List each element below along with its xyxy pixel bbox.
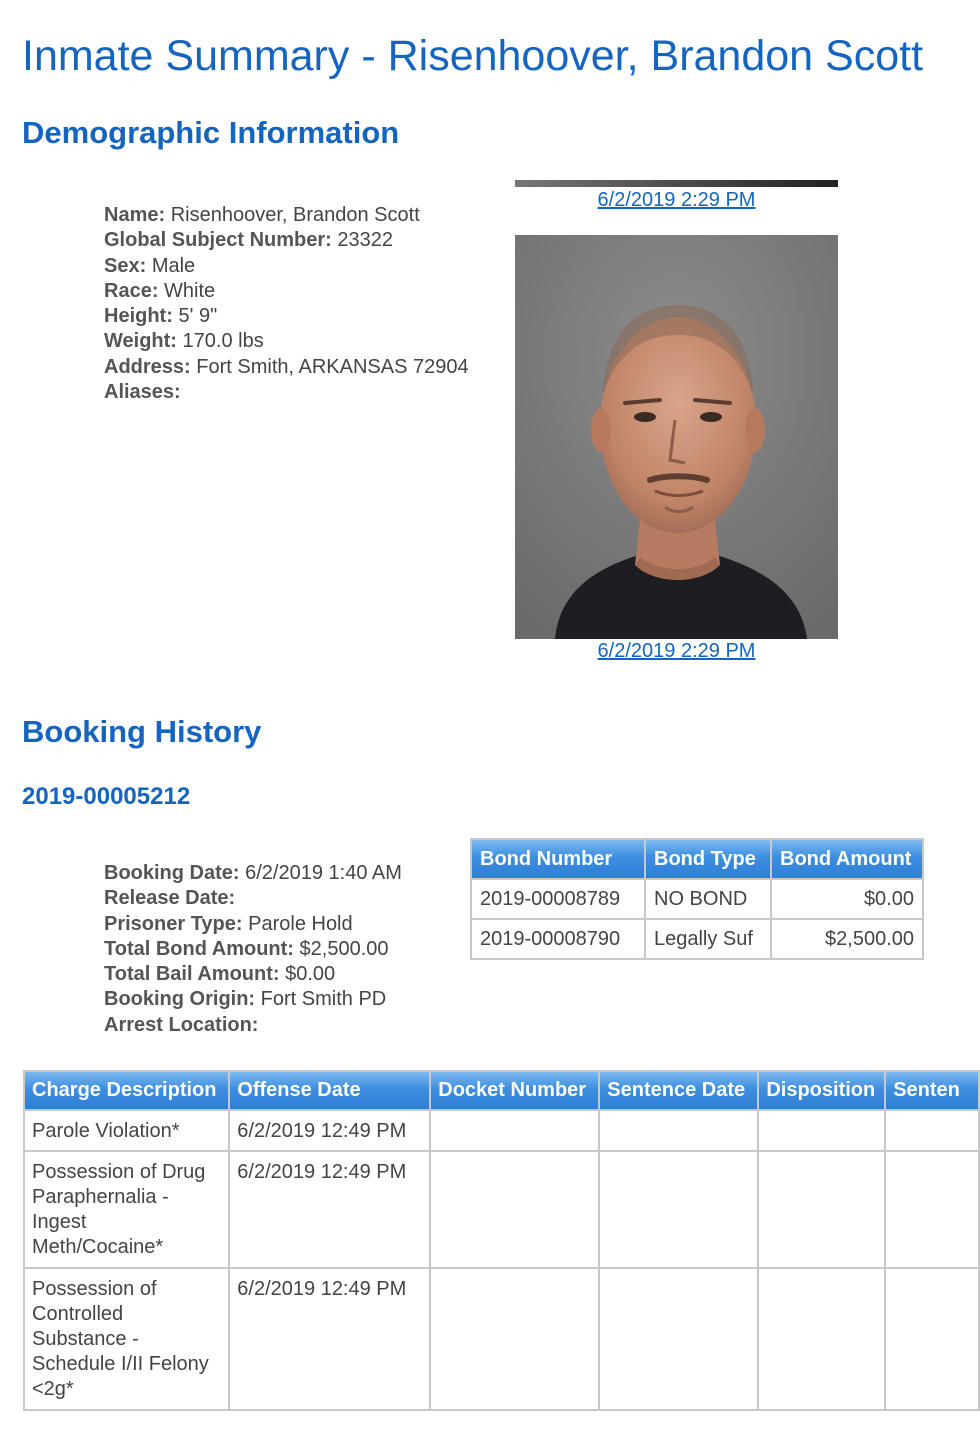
mugshot-photo[interactable] [515,235,838,639]
sentence-date-cell [599,1151,758,1268]
race-row: Race: White [104,279,216,302]
disposition-header[interactable]: Disposition [758,1071,885,1110]
table-row [24,1151,979,1268]
global-subject-number-row: Global Subject Number: 23322 [104,229,393,252]
photo-date-link-bottom[interactable]: 6/2/2019 2:29 PM [597,640,756,662]
bond-number-cell: 2019-00008789 [471,879,645,919]
booking-date-row: Booking Date: 6/2/2019 1:40 AM [104,862,402,884]
charges-table-header [24,1071,979,1110]
sex-row: Sex: Male [104,254,196,277]
offense-date-header[interactable]: Offense Date [229,1071,430,1110]
total-bail-amount-row: Total Bail Amount: $0.00 [104,963,336,986]
docket-number-header[interactable]: Docket Number [430,1071,599,1110]
table-row [24,1110,979,1151]
photo-strip [515,180,838,187]
charge-description-header[interactable]: Charge Description [24,1071,229,1110]
bond-amount-cell: $2,500.00 [771,919,923,959]
table-row [471,919,923,959]
bond-table [470,838,924,960]
booking-origin-row: Booking Origin: Fort Smith PD [104,988,387,1011]
aliases-row: Aliases: [104,381,181,404]
name-row: Name: Risenhoover, Brandon Scott [104,204,420,226]
docket-number-cell [430,1110,599,1151]
sentence-date-header[interactable]: Sentence Date [599,1071,758,1110]
charge-description-cell: Parole Violation* [24,1110,229,1151]
disposition-cell [758,1151,885,1268]
disposition-cell [758,1110,885,1151]
table-row [471,879,923,919]
booking-fields [104,861,402,1038]
total-bond-amount-row: Total Bond Amount: $2,500.00 [104,937,389,960]
page-title: Inmate Summary - Risenhoover, Brandon Scott [22,32,924,80]
height-row: Height: 5' 9" [104,305,218,328]
sentence-cell [885,1110,979,1151]
charge-description-cell: Possession of Drug Paraphernalia - Ingest Meth/Cocaine* [24,1151,229,1268]
demographic-fields [104,203,469,405]
booking-history-heading: Booking History [22,714,262,749]
weight-row: Weight: 170.0 lbs [104,330,264,353]
bond-number-cell: 2019-00008790 [471,919,645,959]
charge-description-cell: Possession of Controlled Substance - Schedule I/II Felony <2g* [24,1268,229,1410]
offense-date-cell: 6/2/2019 12:49 PM [229,1151,430,1268]
docket-number-cell [430,1151,599,1268]
sentence-cell [885,1268,979,1410]
table-row [24,1268,979,1410]
sentence-date-cell [599,1268,758,1410]
bond-type-cell: Legally Suf [645,919,771,959]
offense-date-cell: 6/2/2019 12:49 PM [229,1268,430,1410]
disposition-cell [758,1268,885,1410]
offense-date-cell: 6/2/2019 12:49 PM [229,1110,430,1151]
bond-amount-header[interactable]: Bond Amount [771,839,923,879]
prisoner-type-row: Prisoner Type: Parole Hold [104,912,353,935]
release-date-row: Release Date: [104,887,236,910]
charges-table [23,1070,980,1411]
address-row: Address: Fort Smith, ARKANSAS 72904 [104,355,469,378]
photo-date-link-top[interactable]: 6/2/2019 2:29 PM [597,189,756,211]
docket-number-cell [430,1268,599,1410]
demographic-heading: Demographic Information [22,115,400,150]
bond-type-cell: NO BOND [645,879,771,919]
sentence-cell [885,1151,979,1268]
bond-table-header [471,839,923,879]
booking-number: 2019-00005212 [22,783,191,810]
bond-number-header[interactable]: Bond Number [471,839,645,879]
sentence-header[interactable]: Senten [885,1071,979,1110]
arrest-location-row: Arrest Location: [104,1013,259,1036]
bond-type-header[interactable]: Bond Type [645,839,771,879]
bond-amount-cell: $0.00 [771,879,923,919]
sentence-date-cell [599,1110,758,1151]
